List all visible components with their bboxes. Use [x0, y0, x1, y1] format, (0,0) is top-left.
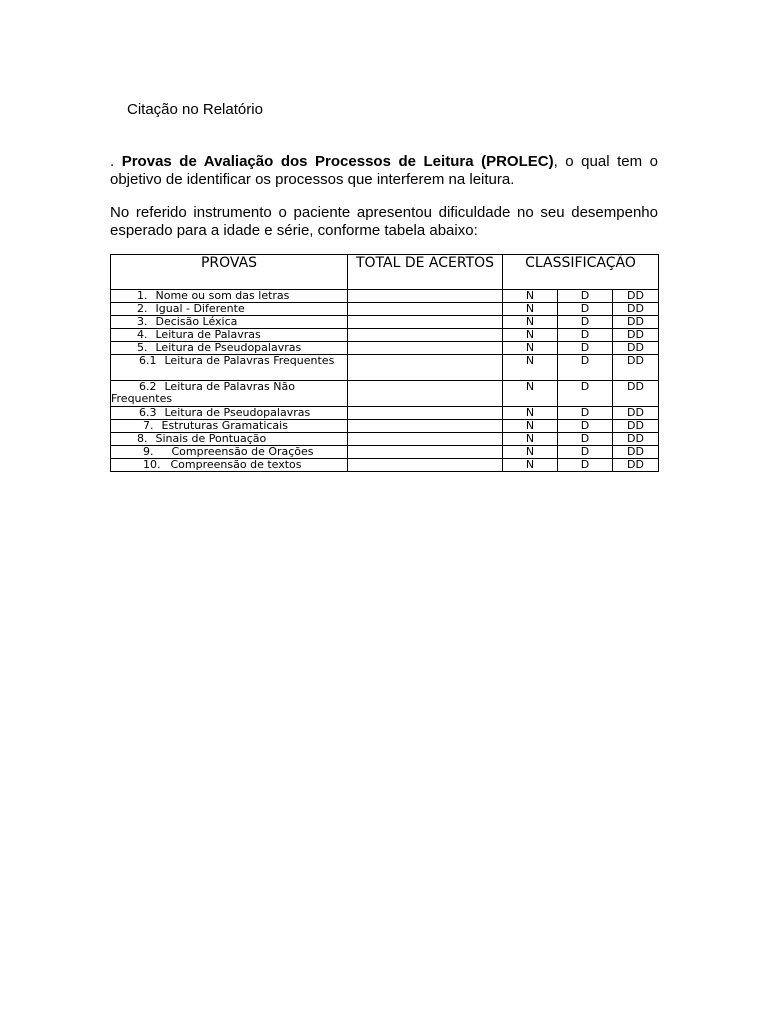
paragraph-rest: , o qual tem o objetivo de identificar os processos que interferem na leitura.	[110, 153, 658, 188]
table-row	[111, 433, 659, 446]
classificacao-n-cell[interactable]: N	[503, 407, 558, 420]
classificacao-dd-cell[interactable]: DD	[613, 290, 659, 303]
prova-name-cell	[111, 433, 348, 446]
prova-name-cell	[111, 342, 348, 355]
prova-label: Leitura de Pseudopalavras	[164, 406, 311, 419]
table-row	[111, 316, 659, 329]
prova-number: 6.3	[139, 406, 157, 419]
prova-number: 6.2	[139, 380, 157, 393]
paragraph-results: No referido instrumento o paciente apresentou dificuldade no seu desempenho esperado para a idade e série, conforme tabela abaixo:	[110, 204, 658, 239]
total-acertos-cell[interactable]	[348, 407, 503, 420]
prova-number: 2.	[137, 302, 148, 315]
classificacao-d-cell[interactable]: D	[558, 381, 613, 407]
prolec-title: Provas de Avaliação dos Processos de Leitura (PROLEC)	[121, 153, 554, 170]
classificacao-n-cell[interactable]: N	[503, 381, 558, 407]
prova-label: Igual - Diferente	[155, 302, 245, 315]
prova-number: 5.	[137, 341, 148, 354]
prova-label: Compreensão de Orações	[171, 445, 314, 458]
table-row	[111, 459, 659, 472]
prova-number: 3.	[137, 315, 148, 328]
prova-number: 1.	[137, 289, 148, 302]
header-classificacao: CLASSIFICAÇÃO	[503, 255, 659, 290]
classificacao-d-cell[interactable]: D	[558, 407, 613, 420]
classificacao-d-cell[interactable]: D	[558, 355, 613, 381]
prova-number: 7.	[143, 419, 154, 432]
prova-label: Sinais de Pontuação	[155, 432, 267, 445]
table-row	[111, 329, 659, 342]
prova-name-cell	[111, 316, 348, 329]
classificacao-n-cell[interactable]: N	[503, 303, 558, 316]
classificacao-dd-cell[interactable]: DD	[613, 420, 659, 433]
provas-table	[110, 254, 659, 472]
classificacao-n-cell[interactable]: N	[503, 329, 558, 342]
classificacao-dd-cell[interactable]: DD	[613, 433, 659, 446]
prova-number: 8.	[137, 432, 148, 445]
prova-label: Leitura de Palavras Não Frequentes	[111, 380, 295, 405]
table-header-row	[111, 255, 659, 290]
prova-label: Leitura de Palavras	[155, 328, 261, 341]
classificacao-n-cell[interactable]: N	[503, 459, 558, 472]
prova-name-cell	[111, 459, 348, 472]
total-acertos-cell[interactable]	[348, 433, 503, 446]
paragraph-prolec	[110, 153, 658, 189]
classificacao-dd-cell[interactable]: DD	[613, 342, 659, 355]
prova-number: 6.1	[139, 354, 157, 367]
prova-label: Decisão Léxica	[155, 315, 238, 328]
total-acertos-cell[interactable]	[348, 355, 503, 381]
classificacao-n-cell[interactable]: N	[503, 433, 558, 446]
prova-label: Compreensão de textos	[170, 458, 302, 471]
classificacao-d-cell[interactable]: D	[558, 303, 613, 316]
total-acertos-cell[interactable]	[348, 446, 503, 459]
prova-name-cell	[111, 329, 348, 342]
prova-name-cell	[111, 407, 348, 420]
prova-name-cell	[111, 290, 348, 303]
classificacao-n-cell[interactable]: N	[503, 355, 558, 381]
table-row	[111, 342, 659, 355]
classificacao-d-cell[interactable]: D	[558, 316, 613, 329]
prova-number: 10.	[143, 458, 161, 471]
classificacao-d-cell[interactable]: D	[558, 446, 613, 459]
table-row	[111, 407, 659, 420]
table-row	[111, 303, 659, 316]
classificacao-dd-cell[interactable]: DD	[613, 446, 659, 459]
classificacao-dd-cell[interactable]: DD	[613, 381, 659, 407]
prova-number: 9.	[143, 445, 154, 458]
classificacao-dd-cell[interactable]: DD	[613, 329, 659, 342]
prova-label: Nome ou som das letras	[155, 289, 290, 302]
table-body	[111, 290, 659, 472]
total-acertos-cell[interactable]	[348, 329, 503, 342]
classificacao-n-cell[interactable]: N	[503, 316, 558, 329]
prova-name-cell	[111, 381, 348, 407]
document-heading: Citação no Relatório	[127, 101, 263, 118]
header-provas: PROVAS	[111, 255, 348, 290]
prova-name-cell	[111, 303, 348, 316]
total-acertos-cell[interactable]	[348, 290, 503, 303]
classificacao-n-cell[interactable]: N	[503, 290, 558, 303]
header-total-acertos: TOTAL DE ACERTOS	[348, 255, 503, 290]
classificacao-n-cell[interactable]: N	[503, 446, 558, 459]
total-acertos-cell[interactable]	[348, 381, 503, 407]
classificacao-d-cell[interactable]: D	[558, 420, 613, 433]
classificacao-n-cell[interactable]: N	[503, 420, 558, 433]
table-row	[111, 355, 659, 381]
total-acertos-cell[interactable]	[348, 459, 503, 472]
classificacao-d-cell[interactable]: D	[558, 459, 613, 472]
classificacao-d-cell[interactable]: D	[558, 329, 613, 342]
prova-label: Leitura de Palavras Frequentes	[164, 354, 335, 367]
table-row	[111, 446, 659, 459]
prova-name-cell	[111, 446, 348, 459]
classificacao-d-cell[interactable]: D	[558, 342, 613, 355]
total-acertos-cell[interactable]	[348, 316, 503, 329]
total-acertos-cell[interactable]	[348, 420, 503, 433]
classificacao-dd-cell[interactable]: DD	[613, 459, 659, 472]
prova-label: Leitura de Pseudopalavras	[155, 341, 302, 354]
total-acertos-cell[interactable]	[348, 342, 503, 355]
classificacao-d-cell[interactable]: D	[558, 290, 613, 303]
classificacao-dd-cell[interactable]: DD	[613, 316, 659, 329]
classificacao-dd-cell[interactable]: DD	[613, 355, 659, 381]
classificacao-dd-cell[interactable]: DD	[613, 303, 659, 316]
total-acertos-cell[interactable]	[348, 303, 503, 316]
prova-name-cell	[111, 420, 348, 433]
classificacao-d-cell[interactable]: D	[558, 433, 613, 446]
prova-name-cell	[111, 355, 348, 381]
paragraph-prefix: .	[110, 153, 122, 170]
table-row	[111, 420, 659, 433]
classificacao-dd-cell[interactable]: DD	[613, 407, 659, 420]
prova-number: 4.	[137, 328, 148, 341]
table-row	[111, 381, 659, 407]
table-row	[111, 290, 659, 303]
classificacao-n-cell[interactable]: N	[503, 342, 558, 355]
prova-label: Estruturas Gramaticais	[161, 419, 288, 432]
